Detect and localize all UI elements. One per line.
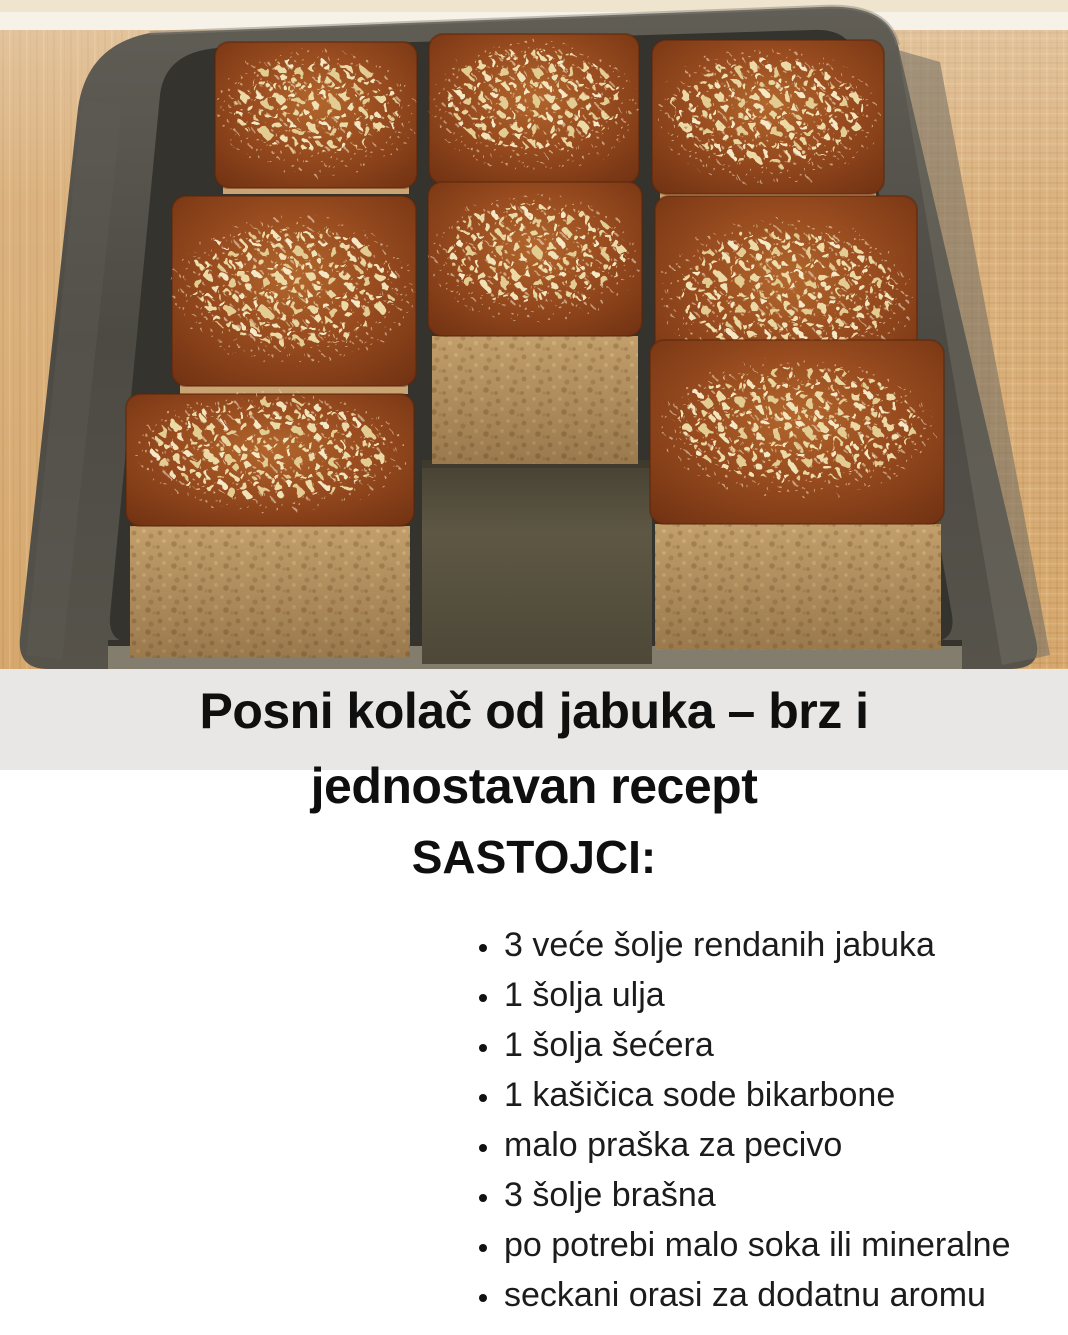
sponge-face-shading <box>655 524 941 650</box>
ingredient-item-7: • po potrebi malo soka ili mineralne <box>502 1220 1068 1270</box>
ingredient-item-3: • 1 šolja šećera <box>502 1020 1068 1070</box>
cake-piece-back-center <box>429 34 639 190</box>
title-line-1: Posni kolač od jabuka – brz i <box>199 683 869 739</box>
cake-piece-middle-center <box>428 182 642 464</box>
cake-piece-back-left <box>215 42 417 194</box>
title-line-2: jednostavan recept <box>310 758 758 814</box>
walnut-crumble <box>152 400 388 500</box>
recipe-title <box>0 669 1068 824</box>
walnut-crumble <box>192 228 396 344</box>
cake-piece-front-right <box>650 340 944 650</box>
ingredient-item-6: • 3 šolje brašna <box>502 1170 1068 1220</box>
cake-piece-middle-left <box>172 196 416 394</box>
ingredient-item-1: • 3 veće šolje rendanih jabuka <box>502 920 1068 970</box>
caption-area <box>0 669 1068 1335</box>
ingredient-item-2: • 1 šolja ulja <box>502 970 1068 1020</box>
sponge-face-shading <box>130 526 410 658</box>
ingredients-list <box>470 920 1068 1320</box>
cake-piece-front-left <box>126 392 414 658</box>
empty-slot <box>422 460 652 664</box>
walnut-crumble <box>445 204 625 304</box>
ingredient-item-5: • malo praška za pecivo <box>502 1120 1068 1170</box>
walnut-crumble <box>448 50 620 150</box>
walnut-crumble <box>234 60 398 152</box>
ingredient-item-4: • 1 kašičica sode bikarbone <box>502 1070 1068 1120</box>
walnut-crumble <box>678 232 894 352</box>
wall-strip <box>0 0 1068 12</box>
ingredients-heading: SASTOJCI: <box>411 831 657 883</box>
empty-slot-shading <box>422 462 652 664</box>
walnut-crumble <box>677 368 917 480</box>
sponge-face-shading <box>432 336 638 464</box>
walnut-crumble <box>672 60 864 164</box>
ingredient-item-8: • seckani orasi za dodatnu aromu <box>502 1270 1068 1320</box>
cake-piece-back-right <box>652 40 884 200</box>
